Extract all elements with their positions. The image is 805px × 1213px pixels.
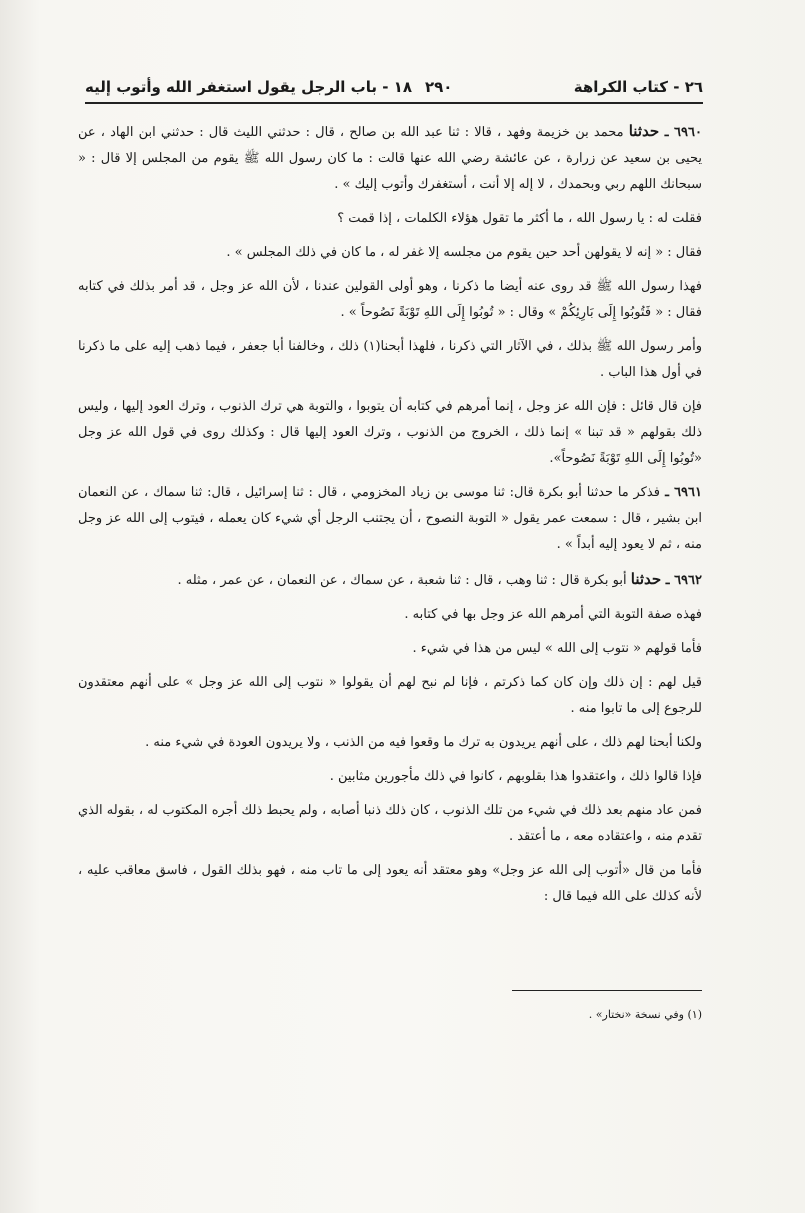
paragraph xyxy=(78,858,702,910)
hadith-number: ٦٩٦٢ ـ xyxy=(661,573,702,588)
paragraph-text: فقلت له : يا رسول الله ، ما أكثر ما تقول هؤلاء الكلمات ، إذا قمت ؟ xyxy=(337,211,702,226)
paragraph-text: فذكر ما حدثنا أبو بكرة قال: ثنا موسى بن زياد المخزومي ، قال : ثنا إسرائيل ، قال: ثنا سماك ، عن النعمان ابن بشير ، قال : سمعت عمر يقول « التوبة النصوح ، أن يجتنب الرجل أي شيء كان يعمله ، فيتوب إلى الله عز وجل منه ، ثم لا يعود إليه أبداً » . xyxy=(78,485,702,552)
paragraph xyxy=(78,480,702,558)
section-title: ١٨ - باب الرجل يقول استغفر الله وأتوب إليه xyxy=(85,78,412,96)
paragraph-text: فإن قال قائل : فإن الله عز وجل ، إنما أمرهم في كتابه أن يتوبوا ، والتوبة هي ترك الذنوب ، وترك العود إليها ، وليس ذلك بقولهم « قد تبنا » إنما ذلك ، الخروج من الذنوب ، وترك العود إليها قال : وكذلك روى في قول الله عز وجل «تُوبُوا إِلَى اللهِ تَوْبَةً نَصُوحاً». xyxy=(78,399,702,466)
paragraph xyxy=(78,670,702,722)
paragraph xyxy=(78,274,702,326)
paragraph xyxy=(78,240,702,266)
paragraph-text: أبو بكرة قال : ثنا وهب ، قال : ثنا شعبة ، عن سماك ، عن النعمان ، عن عمر ، مثله . xyxy=(177,573,631,588)
paragraph-text: محمد بن خزيمة وفهد ، قالا : ثنا عبد الله بن صالح ، قال : حدثني الليث قال : حدثني ابن الهاد ، عن يحيى بن سعيد عن زرارة ، عن عائشة رضي الله عنها قالت : ما كان رسول الله ﷺ يقوم من المجلس إلا قال : « سبحانك اللهم ربي وبحمدك ، لا إله إلا أنت ، أستغفرك وأتوب إليك » . xyxy=(78,125,702,192)
paragraph xyxy=(78,730,702,756)
paragraph-text: فأما من قال «أتوب إلى الله عز وجل» وهو معتقد أنه يعود إلى ما تاب منه ، فهو بذلك القول ، فاسق معاقب عليه ، لأنه كذلك على الله فيما قال : xyxy=(78,863,702,904)
footnote: (١) وفي نسخة «نختار» . xyxy=(588,1008,702,1021)
paragraph-text: ولكنا أبحنا لهم ذلك ، على أنهم يريدون به ترك ما وقعوا فيه من الذنب ، ولا يريدون العودة في شيء منه . xyxy=(145,735,702,750)
hadith-number: ٦٩٦٠ ـ xyxy=(659,125,702,140)
paragraph xyxy=(78,764,702,790)
paragraph-text: وأمر رسول الله ﷺ بذلك ، في الآثار التي ذكرنا ، فلهذا أبحنا(١) ذلك ، وخالفنا أبا جعفر ، فيما ذهب إليه على ما ذكرنا في أول هذا الباب . xyxy=(78,339,702,380)
page-body xyxy=(78,118,702,918)
footnote-divider xyxy=(512,990,702,991)
paragraph xyxy=(78,636,702,662)
paragraph xyxy=(78,394,702,472)
running-header xyxy=(85,70,703,104)
paragraph-text: فأما قولهم « نتوب إلى الله » ليس من هذا في شيء . xyxy=(412,641,702,656)
paragraph xyxy=(78,206,702,232)
paragraph-text: فإذا قالوا ذلك ، واعتقدوا هذا بقلوبهم ، كانوا في ذلك مأجورين مثابين . xyxy=(329,769,702,784)
paragraph xyxy=(78,334,702,386)
isnad-keyword: حدثنا xyxy=(630,570,662,588)
paragraph xyxy=(78,118,702,198)
page-number: ٢٩٠ xyxy=(425,78,453,96)
paragraph-text: فمن عاد منهم بعد ذلك في شيء من تلك الذنوب ، كان ذلك ذنبا أصابه ، ولم يحبط ذلك أجره المكتوب له ، بقوله الذي تقدم منه ، واعتقاده معه ، ما أعتقد . xyxy=(78,803,702,844)
paragraph xyxy=(78,566,702,594)
chapter-title: ٢٦ - كتاب الكراهة xyxy=(573,78,703,96)
paragraph-text: قيل لهم : إن ذلك وإن كان كما ذكرتم ، فإنا لم نبح لهم أن يقولوا « نتوب إلى الله عز وجل » على أنهم معتقدون للرجوع إلى ما تابوا منه . xyxy=(78,675,702,716)
hadith-number: ٦٩٦١ ـ xyxy=(659,485,702,500)
paragraph xyxy=(78,798,702,850)
paragraph-text: فهذه صفة التوبة التي أمرهم الله عز وجل بها في كتابه . xyxy=(404,607,702,622)
isnad-keyword: حدثنا xyxy=(628,122,660,140)
paragraph-text: فقال : « إنه لا يقولهن أحد حين يقوم من مجلسه إلا غفر له ، ما كان في ذلك المجلس » . xyxy=(226,245,702,260)
paragraph xyxy=(78,602,702,628)
paragraph-text: فهذا رسول الله ﷺ قد روى عنه أيضا ما ذكرنا ، وهو أولى القولين عندنا ، لأن الله عز وجل ، قد أمر بذلك في كتابه فقال : « فَتُوبُوا إِلَى بَارِئِكُمْ » وقال : « تُوبُوا إِلَى اللهِ تَوْبَةً نَصُوحاً » . xyxy=(78,279,702,320)
